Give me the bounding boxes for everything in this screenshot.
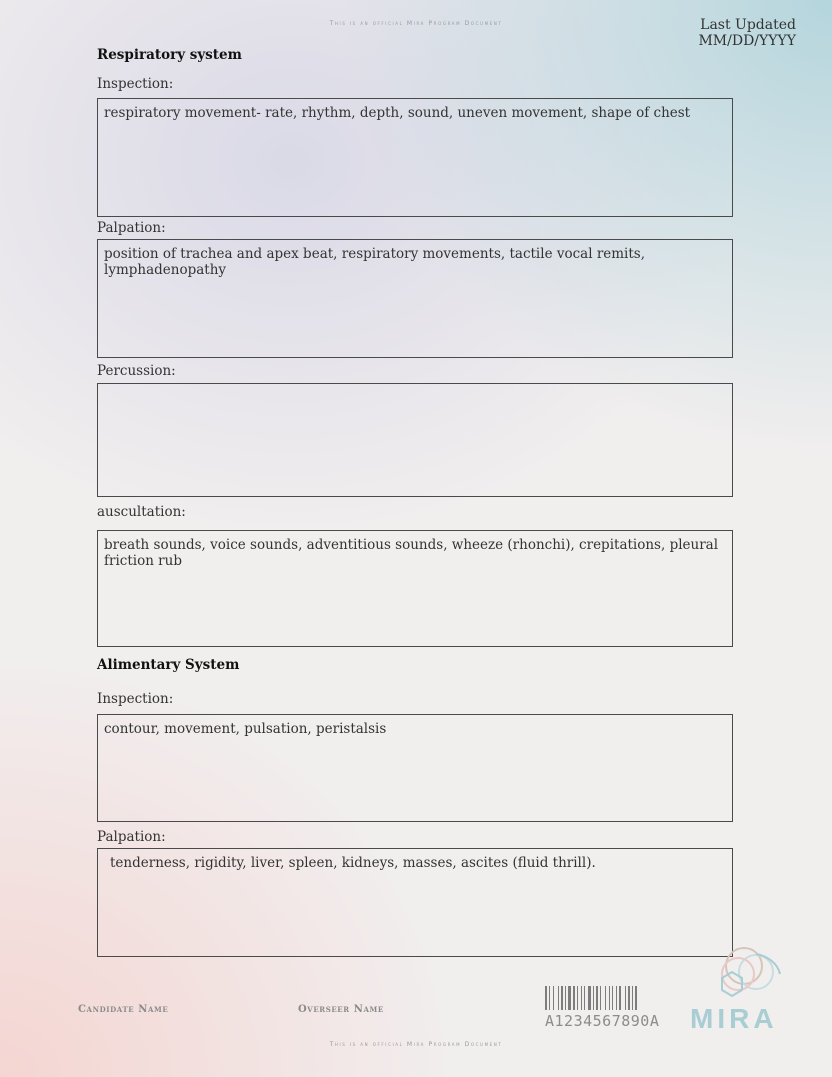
- respiratory-auscultation-label: auscultation:: [97, 504, 186, 520]
- last-updated-label: Last Updated: [700, 17, 796, 33]
- watermark-top: This is an official Mira Program Document: [329, 20, 503, 27]
- respiratory-palpation-label: Palpation:: [97, 220, 166, 236]
- watermark-bottom: This is an official Mira Program Document: [329, 1041, 503, 1048]
- last-updated: [698, 17, 796, 49]
- respiratory-inspection-field[interactable]: respiratory movement- rate, rhythm, depth, sound, uneven movement, shape of chest: [97, 98, 733, 217]
- respiratory-auscultation-field[interactable]: breath sounds, voice sounds, adventitious sounds, wheeze (rhonchi), crepitations, pleural friction rub: [97, 530, 733, 647]
- alimentary-palpation-label: Palpation:: [97, 829, 166, 845]
- respiratory-percussion-label: Percussion:: [97, 363, 176, 379]
- barcode-image: [545, 986, 668, 1010]
- overseer-name-label: Overseer Name: [298, 1004, 384, 1015]
- candidate-name-label: Candidate Name: [78, 1004, 169, 1015]
- respiratory-percussion-field[interactable]: [97, 383, 733, 497]
- last-updated-date: MM/DD/YYYY: [698, 33, 796, 49]
- mira-logo-text: MIRA: [690, 1003, 778, 1034]
- alimentary-inspection-field[interactable]: contour, movement, pulsation, peristalsis: [97, 714, 733, 822]
- respiratory-inspection-label: Inspection:: [97, 76, 174, 92]
- alimentary-inspection-label: Inspection:: [97, 691, 174, 707]
- barcode-number: A1234567890A: [545, 1012, 660, 1030]
- mira-logo-icon: [708, 944, 784, 1002]
- alimentary-palpation-field[interactable]: tenderness, rigidity, liver, spleen, kidneys, masses, ascites (fluid thrill).: [97, 848, 733, 957]
- alimentary-heading: Alimentary System: [97, 657, 240, 673]
- respiratory-heading: Respiratory system: [97, 47, 242, 63]
- respiratory-palpation-field[interactable]: position of trachea and apex beat, respiratory movements, tactile vocal remits, lymphadenopathy: [97, 239, 733, 358]
